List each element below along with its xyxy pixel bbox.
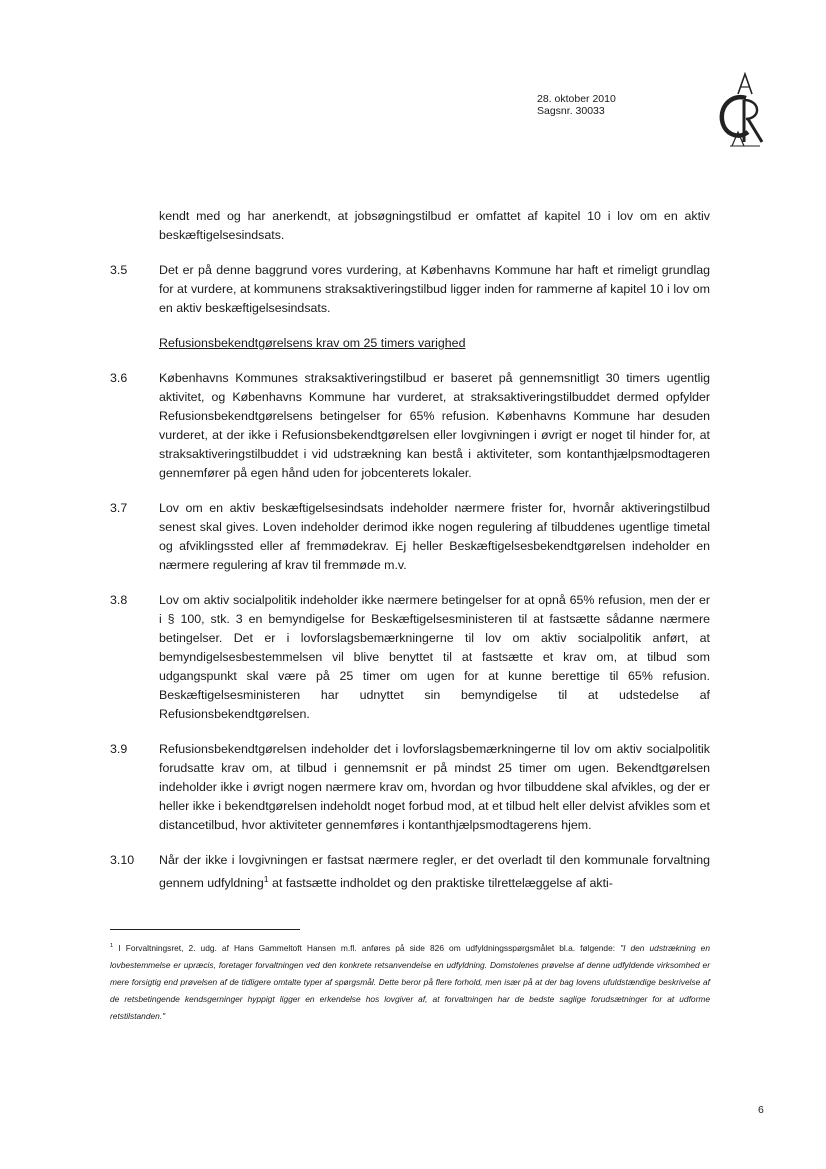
paragraph-number: 3.7 (110, 501, 128, 515)
footnote-quote: "I den udstrækning en lovbestemmelse er upræcis, foretager forvaltningen ved den konkrete retsanvendelse en udfyldning. Domstolenes prøvelse af denne udfyldende virksomhed er mere forsigtig end prøvelsen af de tidligere omtalte typer af spørgsmål. Dette beror på flere forhold, men især på at der bag lovens ufuldstændige beskrivelse af de retsbetingende kendsgerninger hyppigt ligger en erkendelse hos lovgiver af, at forvaltningen har de bedste saglige forudsætninger for at udforme retstilstanden." (110, 942, 710, 1021)
numbered-paragraph-3-9 (110, 740, 710, 835)
paragraph-text (159, 851, 710, 893)
paragraph-number: 3.9 (110, 742, 128, 756)
continued-paragraph: kendt med og har anerkendt, at jobsøgningstilbud er omfattet af kapitel 10 i lov om en aktiv beskæftigelsesindsats. (159, 209, 710, 242)
numbered-paragraph-3-6 (110, 369, 710, 483)
paragraph-text: Lov om en aktiv beskæftigelsesindsats indeholder nærmere frister for, hvornår aktiveringstilbud senest skal gives. Loven indeholder derimod ikke nogen regulering af tilbuddenes ugentlige timetal og afviklingssted eller af fremmødekrav. Ej heller Beskæftigelsesbekendtgørelsen indeholder en nærmere regulering af krav til fremmøde m.v. (159, 501, 710, 572)
footnote-reference: 1 (263, 874, 269, 884)
header-date: 28. oktober 2010 (537, 93, 616, 105)
header-case-number: Sagsnr. 30033 (537, 105, 605, 117)
paragraph-number: 3.8 (110, 593, 128, 607)
paragraph-text: Refusionsbekendtgørelsen indeholder det i lovforslagsbemærkningerne til lov om aktiv socialpolitik forudsatte krav om, at tilbud i gennemsnit er på mindst 25 timer om ugen. Bekendtgørelsen indeholder ikke i øvrigt nogen nærmere krav om, hvordan og hvor tilbuddene skal afvikles, og der er heller ikke i bekendtgørelsen indeholdt noget forbud mod, at et tilbud helt eller delvist afvikles som et distancetilbud, hvor aktiviteter gennemføres i kontanthjælpsmodtagerens hjem. (159, 742, 710, 832)
document-header (537, 93, 616, 117)
numbered-paragraph-3-8 (110, 591, 710, 724)
paragraph-text: Det er på denne baggrund vores vurdering, at Københavns Kommune har haft et rimeligt grundlag for at vurdere, at kommunens straksaktiveringstilbud ligger inden for rammerne af kapitel 10 i lov om en aktiv beskæftigelsesindsats. (159, 263, 710, 315)
footnote-intro: I Forvaltningsret, 2. udg. af Hans Gammeltoft Hansen m.fl. anføres på side 826 om udfyldningsspørgsmålet bl.a. følgende: (113, 942, 621, 953)
numbered-paragraph-3-10 (110, 851, 710, 893)
numbered-paragraph-3-5 (110, 261, 710, 318)
acr-monogram-logo (716, 72, 774, 148)
paragraph-text: Lov om aktiv socialpolitik indeholder ikke nærmere betingelser for at opnå 65% refusion, men der er i § 100, stk. 3 en bemyndigelse for Beskæftigelsesministeren til at fastsætte sådanne nærmere betingelser. Det er i lovforslagsbemærkningerne til lov om aktiv socialpolitik anført, at bemyndigelsesbestemmelsen vil blive benyttet til at fastsætte et krav om, at tilbud som udgangspunkt skal være på 25 timer om ugen for at kunne berettige til 65% refusion. Beskæftigelsesministeren har udnyttet sin bemyndigelse til at udstedelse af Refusionsbekendtgørelsen. (159, 593, 710, 721)
paragraph-text-start: Når der ikke i lovgivningen er fastsat nærmere regler, er det overladt til den kommunale forvaltning gennem udfyldning (159, 853, 710, 891)
footnote (110, 938, 710, 1025)
document-body (110, 207, 710, 909)
paragraph-text-end: at fastsætte indholdet og den praktiske tilrettelæggelse af akti- (268, 876, 613, 891)
section-heading: Refusionsbekendtgørelsens krav om 25 timers varighed (159, 336, 466, 350)
numbered-paragraph-3-7 (110, 499, 710, 575)
paragraph-number: 3.6 (110, 371, 128, 385)
paragraph-number: 3.10 (110, 853, 135, 867)
footnote-marker: 1 (110, 943, 114, 949)
paragraph-number: 3.5 (110, 263, 128, 277)
footnote-separator (110, 929, 300, 930)
page-number: 6 (758, 1104, 764, 1116)
paragraph-text: Københavns Kommunes straksaktiveringstilbud er baseret på gennemsnitligt 30 timers ugentlig aktivitet, og Københavns Kommune har vurderet, at straksaktiveringstilbuddet dermed opfylder Refusionsbekendtgørelsens betingelser for 65% refusion. Københavns Kommune har desuden vurderet, at der ikke i Refusionsbekendtgørelsen eller lovgivningen i øvrigt er noget til hinder for, at straksaktiveringstilbuddet i vid udstrækning kan bestå i aktiviteter, som kontanthjælpsmodtageren gennemfører på egen hånd uden for jobcenterets lokaler. (159, 371, 710, 480)
